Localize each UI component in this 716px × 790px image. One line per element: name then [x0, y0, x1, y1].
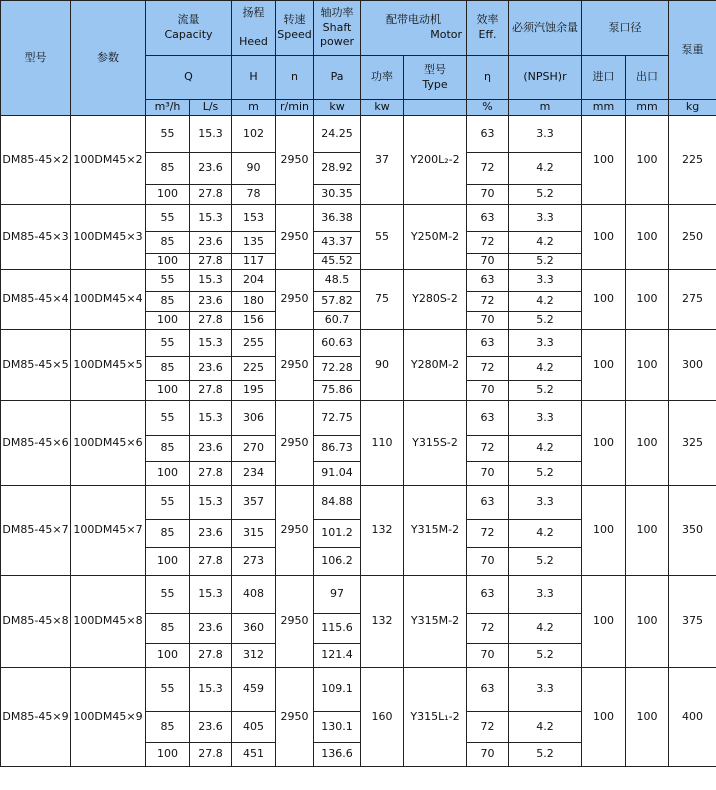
capacity-m3h-cell: 100 [146, 548, 190, 576]
unit-npsh: m [509, 100, 582, 116]
motor-power-cell: 160 [361, 668, 404, 767]
unit-eff: % [467, 100, 509, 116]
npsh-cell: 3.3 [509, 486, 582, 520]
head-cell: 360 [232, 614, 276, 644]
shaft-power-cell: 43.37 [314, 232, 361, 254]
param-cell: 100DM45×7 [71, 486, 146, 576]
capacity-m3h-cell: 85 [146, 153, 190, 185]
capacity-m3h-cell: 55 [146, 401, 190, 436]
outlet-header: 出口 [626, 56, 669, 100]
weight-cell: 400 [669, 668, 716, 767]
capacity-m3h-cell: 100 [146, 312, 190, 330]
eff-cell: 72 [467, 357, 509, 381]
npsh-cell: 4.2 [509, 520, 582, 548]
eff-header: 效率 Eff. [467, 1, 509, 56]
speed-cell: 2950 [276, 576, 314, 668]
eff-cell: 70 [467, 462, 509, 486]
eff-cell: 72 [467, 292, 509, 312]
motor-type-cell: Y200L₂-2 [404, 116, 467, 205]
outlet-cell: 100 [626, 576, 669, 668]
npsh-cell: 4.2 [509, 232, 582, 254]
head-cell: 405 [232, 712, 276, 743]
shaft-power-cell: 24.25 [314, 116, 361, 153]
head-cell: 255 [232, 330, 276, 357]
weight-cell: 300 [669, 330, 716, 401]
eff-cell: 72 [467, 614, 509, 644]
capacity-ls-cell: 23.6 [190, 292, 232, 312]
capacity-ls-cell: 15.3 [190, 270, 232, 292]
motor-type-header: 型号 Type [404, 56, 467, 100]
capacity-m3h-cell: 55 [146, 576, 190, 614]
motor-header: 配带电动机 Motor [361, 1, 467, 56]
capacity-m3h-cell: 55 [146, 668, 190, 712]
inlet-cell: 100 [582, 330, 626, 401]
motor-power-cell: 55 [361, 205, 404, 270]
speed-cell: 2950 [276, 486, 314, 576]
motor-type-cell: Y315S-2 [404, 401, 467, 486]
head-cell: 312 [232, 644, 276, 668]
shaft-power-cell: 45.52 [314, 254, 361, 270]
head-cell: 234 [232, 462, 276, 486]
npsh-cell: 3.3 [509, 576, 582, 614]
capacity-m3h-cell: 100 [146, 462, 190, 486]
unit-pa: kw [314, 100, 361, 116]
capacity-m3h-cell: 100 [146, 644, 190, 668]
npsh-cell: 3.3 [509, 270, 582, 292]
motor-type-cell: Y315M-2 [404, 486, 467, 576]
motor-power-cell: 132 [361, 486, 404, 576]
eff-cell: 72 [467, 436, 509, 462]
table-body [1, 116, 716, 767]
capacity-ls-cell: 23.6 [190, 712, 232, 743]
capacity-ls-cell: 15.3 [190, 401, 232, 436]
table-row [1, 576, 716, 614]
capacity-ls-cell: 15.3 [190, 116, 232, 153]
param-cell: 100DM45×5 [71, 330, 146, 401]
capacity-ls-cell: 15.3 [190, 330, 232, 357]
capacity-m3h-cell: 85 [146, 292, 190, 312]
table-row [1, 401, 716, 436]
weight-cell: 250 [669, 205, 716, 270]
outlet-cell: 100 [626, 116, 669, 205]
eff-cell: 63 [467, 270, 509, 292]
eff-cell: 72 [467, 520, 509, 548]
motor-type-cell: Y315M-2 [404, 576, 467, 668]
head-cell: 153 [232, 205, 276, 232]
capacity-m3h-cell: 85 [146, 232, 190, 254]
capacity-m3h-cell: 100 [146, 185, 190, 205]
inlet-cell: 100 [582, 205, 626, 270]
table-row [1, 330, 716, 357]
capacity-ls-cell: 23.6 [190, 232, 232, 254]
eff-symbol: η [467, 56, 509, 100]
eff-cell: 70 [467, 312, 509, 330]
inlet-header: 进口 [582, 56, 626, 100]
head-cell: 273 [232, 548, 276, 576]
capacity-m3h-cell: 100 [146, 381, 190, 401]
speed-cell: 2950 [276, 205, 314, 270]
shaft-power-cell: 121.4 [314, 644, 361, 668]
param-cell: 100DM45×4 [71, 270, 146, 330]
inlet-cell: 100 [582, 576, 626, 668]
eff-cell: 72 [467, 712, 509, 743]
npsh-cell: 4.2 [509, 357, 582, 381]
shaft-power-cell: 60.7 [314, 312, 361, 330]
shaft-power-cell: 60.63 [314, 330, 361, 357]
capacity-m3h-cell: 100 [146, 743, 190, 767]
unit-motor-type [404, 100, 467, 116]
shaft-power-cell: 75.86 [314, 381, 361, 401]
capacity-ls-cell: 27.8 [190, 743, 232, 767]
motor-type-cell: Y280S-2 [404, 270, 467, 330]
model-cell: DM85-45×7 [1, 486, 71, 576]
capacity-ls-cell: 27.8 [190, 254, 232, 270]
inlet-cell: 100 [582, 116, 626, 205]
head-cell: 357 [232, 486, 276, 520]
eff-cell: 63 [467, 668, 509, 712]
npsh-cell: 5.2 [509, 312, 582, 330]
shaft-power-cell: 101.2 [314, 520, 361, 548]
speed-cell: 2950 [276, 330, 314, 401]
npsh-symbol: (NPSH)r [509, 56, 582, 100]
table-row [1, 116, 716, 153]
head-cell: 156 [232, 312, 276, 330]
capacity-ls-cell: 23.6 [190, 614, 232, 644]
table-row [1, 668, 716, 712]
param-cell: 100DM45×2 [71, 116, 146, 205]
npsh-cell: 5.2 [509, 743, 582, 767]
capacity-ls-cell: 23.6 [190, 520, 232, 548]
npsh-cell: 3.3 [509, 401, 582, 436]
outlet-cell: 100 [626, 330, 669, 401]
head-header: 扬程 Heed [232, 1, 276, 56]
eff-cell: 63 [467, 401, 509, 436]
head-cell: 270 [232, 436, 276, 462]
motor-type-cell: Y315L₁-2 [404, 668, 467, 767]
outlet-cell: 100 [626, 270, 669, 330]
npsh-cell: 5.2 [509, 548, 582, 576]
unit-n: r/min [276, 100, 314, 116]
shaft-power-cell: 57.82 [314, 292, 361, 312]
head-cell: 225 [232, 357, 276, 381]
shaft-symbol: Pa [314, 56, 361, 100]
weight-cell: 275 [669, 270, 716, 330]
model-header: 型号 [1, 1, 71, 116]
head-cell: 315 [232, 520, 276, 548]
unit-h: m [232, 100, 276, 116]
motor-type-cell: Y280M-2 [404, 330, 467, 401]
head-symbol: H [232, 56, 276, 100]
head-cell: 180 [232, 292, 276, 312]
unit-q1: m³/h [146, 100, 190, 116]
capacity-m3h-cell: 85 [146, 436, 190, 462]
npsh-cell: 4.2 [509, 614, 582, 644]
head-cell: 135 [232, 232, 276, 254]
head-cell: 117 [232, 254, 276, 270]
capacity-m3h-cell: 55 [146, 116, 190, 153]
motor-power-cell: 132 [361, 576, 404, 668]
npsh-cell: 4.2 [509, 712, 582, 743]
npsh-cell: 4.2 [509, 292, 582, 312]
weight-cell: 375 [669, 576, 716, 668]
param-header: 参数 [71, 1, 146, 116]
weight-cell: 225 [669, 116, 716, 205]
weight-header: 泵重 [669, 1, 716, 100]
capacity-m3h-cell: 55 [146, 205, 190, 232]
motor-power-cell: 37 [361, 116, 404, 205]
model-cell: DM85-45×2 [1, 116, 71, 205]
eff-cell: 63 [467, 576, 509, 614]
npsh-cell: 3.3 [509, 330, 582, 357]
unit-q2: L/s [190, 100, 232, 116]
table-row [1, 486, 716, 520]
shaft-power-cell: 72.75 [314, 401, 361, 436]
head-cell: 102 [232, 116, 276, 153]
table-row [1, 205, 716, 232]
npsh-cell: 4.2 [509, 153, 582, 185]
speed-cell: 2950 [276, 668, 314, 767]
shaft-power-cell: 91.04 [314, 462, 361, 486]
npsh-cell: 5.2 [509, 185, 582, 205]
capacity-ls-cell: 23.6 [190, 357, 232, 381]
npsh-cell: 5.2 [509, 644, 582, 668]
capacity-ls-cell: 23.6 [190, 436, 232, 462]
shaft-power-cell: 72.28 [314, 357, 361, 381]
eff-cell: 70 [467, 548, 509, 576]
table-header [1, 1, 716, 116]
model-cell: DM85-45×6 [1, 401, 71, 486]
outlet-cell: 100 [626, 486, 669, 576]
capacity-ls-cell: 27.8 [190, 548, 232, 576]
shaft-power-cell: 28.92 [314, 153, 361, 185]
outlet-cell: 100 [626, 401, 669, 486]
diameter-header: 泵口径 [582, 1, 669, 56]
model-cell: DM85-45×3 [1, 205, 71, 270]
shaft-power-cell: 130.1 [314, 712, 361, 743]
eff-cell: 63 [467, 205, 509, 232]
npsh-cell: 3.3 [509, 116, 582, 153]
speed-symbol: n [276, 56, 314, 100]
head-cell: 451 [232, 743, 276, 767]
shaft-power-cell: 84.88 [314, 486, 361, 520]
capacity-ls-cell: 15.3 [190, 576, 232, 614]
speed-cell: 2950 [276, 401, 314, 486]
table-row [1, 270, 716, 292]
head-cell: 459 [232, 668, 276, 712]
capacity-symbol: Q [146, 56, 232, 100]
head-cell: 195 [232, 381, 276, 401]
inlet-cell: 100 [582, 270, 626, 330]
npsh-cell: 4.2 [509, 436, 582, 462]
capacity-m3h-cell: 55 [146, 330, 190, 357]
param-cell: 100DM45×3 [71, 205, 146, 270]
head-cell: 306 [232, 401, 276, 436]
eff-cell: 72 [467, 232, 509, 254]
capacity-ls-cell: 15.3 [190, 668, 232, 712]
shaft-power-cell: 48.5 [314, 270, 361, 292]
motor-power-cell: 75 [361, 270, 404, 330]
shaft-power-cell: 106.2 [314, 548, 361, 576]
capacity-ls-cell: 27.8 [190, 185, 232, 205]
outlet-cell: 100 [626, 205, 669, 270]
param-cell: 100DM45×6 [71, 401, 146, 486]
npsh-cell: 3.3 [509, 205, 582, 232]
shaft-power-cell: 36.38 [314, 205, 361, 232]
capacity-m3h-cell: 100 [146, 254, 190, 270]
speed-cell: 2950 [276, 270, 314, 330]
npsh-header: 必须汽蚀余量 [509, 1, 582, 56]
npsh-cell: 5.2 [509, 381, 582, 401]
param-cell: 100DM45×9 [71, 668, 146, 767]
head-cell: 408 [232, 576, 276, 614]
model-cell: DM85-45×5 [1, 330, 71, 401]
shaft-power-header: 轴功率 Shaft power [314, 1, 361, 56]
capacity-ls-cell: 15.3 [190, 486, 232, 520]
capacity-m3h-cell: 85 [146, 712, 190, 743]
unit-outlet: mm [626, 100, 669, 116]
outlet-cell: 100 [626, 668, 669, 767]
speed-header: 转速 Speed [276, 1, 314, 56]
shaft-power-cell: 30.35 [314, 185, 361, 205]
eff-cell: 63 [467, 116, 509, 153]
param-cell: 100DM45×8 [71, 576, 146, 668]
model-cell: DM85-45×9 [1, 668, 71, 767]
npsh-cell: 5.2 [509, 462, 582, 486]
unit-weight: kg [669, 100, 716, 116]
head-cell: 78 [232, 185, 276, 205]
eff-cell: 63 [467, 486, 509, 520]
eff-cell: 70 [467, 644, 509, 668]
npsh-cell: 5.2 [509, 254, 582, 270]
capacity-ls-cell: 27.8 [190, 462, 232, 486]
model-cell: DM85-45×4 [1, 270, 71, 330]
capacity-m3h-cell: 85 [146, 357, 190, 381]
eff-cell: 70 [467, 254, 509, 270]
eff-cell: 70 [467, 381, 509, 401]
capacity-header: 流量 Capacity [146, 1, 232, 56]
weight-cell: 325 [669, 401, 716, 486]
capacity-ls-cell: 23.6 [190, 153, 232, 185]
motor-power-cell: 110 [361, 401, 404, 486]
shaft-power-cell: 136.6 [314, 743, 361, 767]
inlet-cell: 100 [582, 486, 626, 576]
motor-power-cell: 90 [361, 330, 404, 401]
inlet-cell: 100 [582, 401, 626, 486]
speed-cell: 2950 [276, 116, 314, 205]
capacity-ls-cell: 27.8 [190, 312, 232, 330]
eff-cell: 72 [467, 153, 509, 185]
unit-motor-kw: kw [361, 100, 404, 116]
capacity-m3h-cell: 55 [146, 270, 190, 292]
model-cell: DM85-45×8 [1, 576, 71, 668]
capacity-ls-cell: 15.3 [190, 205, 232, 232]
motor-type-cell: Y250M-2 [404, 205, 467, 270]
shaft-power-cell: 109.1 [314, 668, 361, 712]
capacity-ls-cell: 27.8 [190, 644, 232, 668]
capacity-ls-cell: 27.8 [190, 381, 232, 401]
head-cell: 90 [232, 153, 276, 185]
shaft-power-cell: 86.73 [314, 436, 361, 462]
motor-power-header: 功率 [361, 56, 404, 100]
eff-cell: 70 [467, 743, 509, 767]
eff-cell: 70 [467, 185, 509, 205]
npsh-cell: 3.3 [509, 668, 582, 712]
capacity-m3h-cell: 85 [146, 520, 190, 548]
weight-cell: 350 [669, 486, 716, 576]
shaft-power-cell: 97 [314, 576, 361, 614]
capacity-m3h-cell: 85 [146, 614, 190, 644]
inlet-cell: 100 [582, 668, 626, 767]
head-cell: 204 [232, 270, 276, 292]
capacity-m3h-cell: 55 [146, 486, 190, 520]
shaft-power-cell: 115.6 [314, 614, 361, 644]
unit-inlet: mm [582, 100, 626, 116]
eff-cell: 63 [467, 330, 509, 357]
